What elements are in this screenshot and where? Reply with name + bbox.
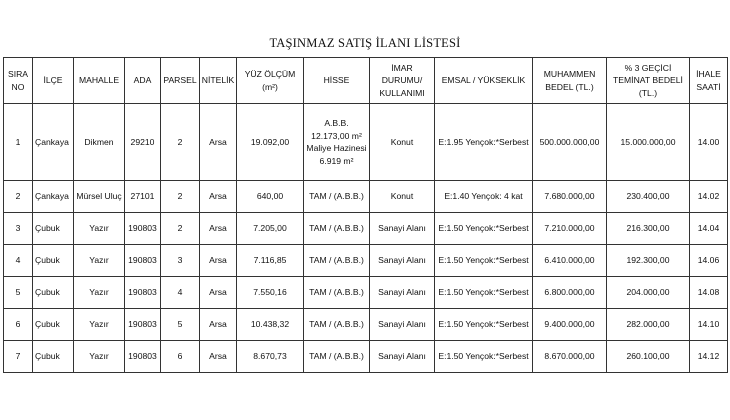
table-cell: 7.680.000,00 [533,181,607,213]
table-cell: 7.116,85 [237,245,304,277]
table-cell: Sanayi Alanı [370,245,435,277]
table-cell: Sanayi Alanı [370,277,435,309]
table-cell: 282.000,00 [607,309,690,341]
table-cell: 8.670.000,00 [533,341,607,373]
table-cell: 4 [161,277,200,309]
table-row [4,213,728,245]
table-cell: 192.300,00 [607,245,690,277]
table-cell: 14.06 [690,245,728,277]
table-cell: 7 [4,341,33,373]
column-header: SIRA NO [4,58,33,104]
table-cell: 190803 [125,213,161,245]
table-cell: 2 [161,181,200,213]
table-cell: E:1.50 Yençok:*Serbest [435,245,533,277]
table-cell: 4 [4,245,33,277]
table-cell: 5 [4,277,33,309]
table-cell: 1 [4,104,33,181]
table-cell: Çubuk [33,309,74,341]
table-cell: 204.000,00 [607,277,690,309]
table-row [4,277,728,309]
table-cell: E:1.50 Yençok:*Serbest [435,277,533,309]
table-cell: 190803 [125,309,161,341]
table-cell: A.B.B. 12.173,00 m² Maliye Hazinesi 6.919 m² [304,104,370,181]
table-cell: 7.550,16 [237,277,304,309]
table-cell: TAM / (A.B.B.) [304,181,370,213]
table-cell: TAM / (A.B.B.) [304,245,370,277]
table-cell: 19.092,00 [237,104,304,181]
table-cell: 7.205,00 [237,213,304,245]
table-cell: E:1.95 Yençok:*Serbest [435,104,533,181]
column-header: İHALE SAATİ [690,58,728,104]
table-cell: 14.04 [690,213,728,245]
table-cell: Çubuk [33,245,74,277]
table-cell: Arsa [200,309,237,341]
table-cell: TAM / (A.B.B.) [304,341,370,373]
table-cell: Arsa [200,213,237,245]
table-row [4,104,728,181]
table-cell: Konut [370,104,435,181]
table-cell: Yazır [74,341,125,373]
table-cell: 2 [4,181,33,213]
column-header: MAHALLE [74,58,125,104]
table-cell: Çankaya [33,181,74,213]
table-cell: 190803 [125,341,161,373]
table-cell: Çubuk [33,213,74,245]
table-cell: 10.438,32 [237,309,304,341]
table-cell: 2 [161,213,200,245]
table-cell: 500.000.000,00 [533,104,607,181]
table-row [4,181,728,213]
table-cell: 6 [161,341,200,373]
table-cell: Arsa [200,245,237,277]
table-cell: Yazır [74,309,125,341]
table-cell: 29210 [125,104,161,181]
table-cell: TAM / (A.B.B.) [304,277,370,309]
table-cell: E:1.50 Yençok:*Serbest [435,341,533,373]
table-cell: 190803 [125,245,161,277]
table-cell: 15.000.000,00 [607,104,690,181]
table-row [4,341,728,373]
table-cell: 6.800.000,00 [533,277,607,309]
column-header: NİTELİK [200,58,237,104]
column-header: ADA [125,58,161,104]
table-cell: Sanayi Alanı [370,341,435,373]
table-cell: Mürsel Uluç [74,181,125,213]
table-cell: Yazır [74,277,125,309]
page-title: TAŞINMAZ SATIŞ İLANI LİSTESİ [269,36,461,50]
table-cell: 230.400,00 [607,181,690,213]
table-cell: TAM / (A.B.B.) [304,213,370,245]
table-cell: 6 [4,309,33,341]
table-cell: Yazır [74,245,125,277]
table-cell: Çubuk [33,277,74,309]
table-cell: 2 [161,104,200,181]
table-cell: Çubuk [33,341,74,373]
table-cell: Dikmen [74,104,125,181]
table-cell: Arsa [200,104,237,181]
table-cell: 5 [161,309,200,341]
column-header: % 3 GEÇİCİ TEMİNAT BEDELİ (TL.) [607,58,690,104]
table-cell: 14.02 [690,181,728,213]
table-row [4,245,728,277]
table-cell: 14.08 [690,277,728,309]
table-cell: 216.300,00 [607,213,690,245]
table-header-row [4,58,728,104]
table-cell: 7.210.000,00 [533,213,607,245]
table-cell: Sanayi Alanı [370,309,435,341]
table-cell: 260.100,00 [607,341,690,373]
table-cell: 3 [161,245,200,277]
column-header: MUHAMMEN BEDEL (TL.) [533,58,607,104]
table-cell: 8.670,73 [237,341,304,373]
table-cell: Arsa [200,181,237,213]
table-cell: E:1.40 Yençok: 4 kat [435,181,533,213]
table-cell: Arsa [200,341,237,373]
table-cell: Yazır [74,213,125,245]
column-header: EMSAL / YÜKSEKLİK [435,58,533,104]
table-cell: 27101 [125,181,161,213]
table-row [4,309,728,341]
table-cell: Çankaya [33,104,74,181]
table-cell: TAM / (A.B.B.) [304,309,370,341]
table-cell: E:1.50 Yençok:*Serbest [435,213,533,245]
property-sale-table [3,57,728,373]
column-header: İMAR DURUMU/ KULLANIMI [370,58,435,104]
table-cell: Arsa [200,277,237,309]
column-header: YÜZ ÖLÇÜM (m²) [237,58,304,104]
table-cell: Konut [370,181,435,213]
table-cell: 9.400.000,00 [533,309,607,341]
table-cell: 190803 [125,277,161,309]
table-cell: 14.10 [690,309,728,341]
table-cell: Sanayi Alanı [370,213,435,245]
table-cell: 14.12 [690,341,728,373]
table-cell: 6.410.000,00 [533,245,607,277]
table-cell: E:1.50 Yençok:*Serbest [435,309,533,341]
table-cell: 3 [4,213,33,245]
column-header: PARSEL [161,58,200,104]
column-header: İLÇE [33,58,74,104]
table-cell: 14.00 [690,104,728,181]
column-header: HİSSE [304,58,370,104]
table-cell: 640,00 [237,181,304,213]
